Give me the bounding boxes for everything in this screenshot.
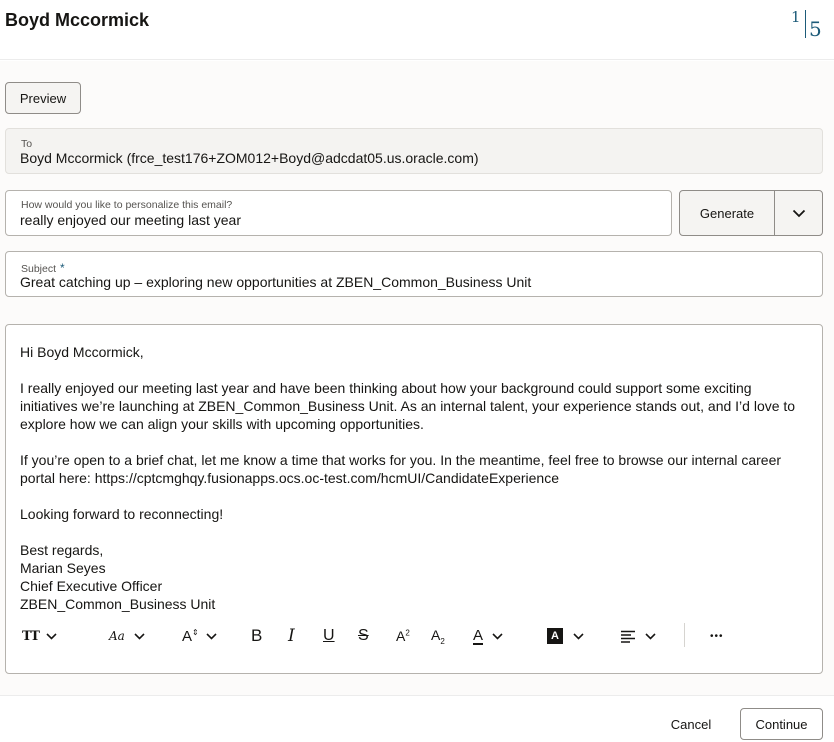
to-value: Boyd Mccormick (frce_test176+ZOM012+Boyd@adcdat05.us.oracle.com): [20, 150, 479, 166]
body-paragraph-1: I really enjoyed our meeting last year and have been thinking about how your background could support some exciting initiatives we’re launching at ZBEN_Common_Business Unit. As an internal talent, your experience stands out, and I’d love to explore how we can align your skills with upcoming opportunities.: [20, 380, 796, 432]
email-body-text[interactable]: [20, 343, 810, 613]
font-size-icon: A: [182, 627, 193, 645]
subject-input[interactable]: [5, 251, 823, 297]
chevron-down-icon: [645, 633, 656, 640]
chevron-down-icon: [492, 633, 503, 640]
preview-button[interactable]: Preview: [5, 82, 81, 114]
alignment-button[interactable]: [620, 623, 656, 649]
italic-button[interactable]: [288, 623, 295, 649]
more-options-button[interactable]: [710, 623, 724, 649]
subject-value[interactable]: Great catching up – exploring new opportunities at ZBEN_Common_Business Unit: [20, 274, 532, 290]
font-color-icon: A: [473, 626, 484, 644]
font-size-button[interactable]: [182, 623, 217, 649]
generate-button[interactable]: Generate: [679, 190, 775, 236]
superscript-icon: $A^2$: [396, 628, 410, 644]
bold-button[interactable]: [251, 623, 262, 649]
subject-label: Subject *: [21, 261, 65, 275]
step-total: 5: [809, 17, 822, 41]
body-paragraph-2: If you’re open to a brief chat, let me know a time that works for you. In the meantime, feel free to browse our internal career portal here: https://cptcmghqy.fusionapps.ocs.oc-test.com/hcmUI/CandidateExperience: [20, 452, 782, 486]
signature-org: ZBEN_Common_Business Unit: [20, 596, 216, 612]
italic-icon: I: [288, 626, 295, 646]
highlight-color-button[interactable]: [547, 623, 584, 649]
chevron-down-icon: [206, 633, 217, 640]
subscript-button[interactable]: [431, 623, 445, 649]
body-greeting: Hi Boyd Mccormick,: [20, 344, 144, 360]
to-field: [5, 128, 823, 174]
signature-title: Chief Executive Officer: [20, 578, 163, 594]
page-title: Boyd Mccormick: [5, 10, 150, 30]
body-paragraph-3: Looking forward to reconnecting!: [20, 506, 224, 522]
personalize-value[interactable]: really enjoyed our meeting last year: [20, 212, 242, 228]
underline-button[interactable]: [323, 623, 335, 649]
strikethrough-button[interactable]: [358, 623, 369, 649]
font-family-button[interactable]: [109, 623, 145, 649]
signature: [20, 541, 810, 613]
personalize-label: How would you like to personalize this email?: [21, 199, 233, 211]
bold-icon: B: [251, 626, 263, 645]
superscript-button[interactable]: [396, 623, 410, 649]
text-style-icon: TT: [22, 628, 39, 644]
font-family-icon: Aa: [109, 629, 125, 643]
email-body-editor[interactable]: [5, 324, 823, 674]
signature-closing: Best regards,: [20, 542, 104, 558]
required-mark: *: [60, 261, 65, 275]
personalize-input[interactable]: [5, 190, 672, 236]
cancel-button[interactable]: Cancel: [670, 716, 712, 732]
chevron-down-icon: [134, 633, 145, 640]
more-icon: •••: [710, 630, 724, 642]
chevron-down-icon: [46, 633, 57, 640]
chevron-down-icon: [573, 633, 584, 640]
chevron-down-icon: [792, 206, 806, 221]
signature-name: Marian Seyes: [20, 560, 106, 576]
continue-button[interactable]: Continue: [740, 708, 823, 740]
step-current: 1: [791, 8, 801, 26]
editor-toolbar: [20, 623, 810, 649]
subscript-icon: $A_2$: [431, 626, 445, 646]
step-divider: [805, 10, 806, 38]
toolbar-divider: [684, 623, 685, 647]
to-label: To: [21, 138, 33, 150]
generate-options-button[interactable]: [774, 190, 823, 236]
underline-icon: U: [323, 627, 335, 644]
align-left-icon: [620, 630, 636, 643]
font-color-button[interactable]: [473, 623, 503, 649]
size-arrows-icon: ⇕: [192, 627, 199, 637]
highlight-icon: A: [547, 628, 563, 644]
strikethrough-icon: S: [358, 627, 369, 644]
step-indicator: [790, 6, 830, 46]
page-header: [0, 0, 834, 60]
text-style-button[interactable]: [22, 623, 57, 649]
